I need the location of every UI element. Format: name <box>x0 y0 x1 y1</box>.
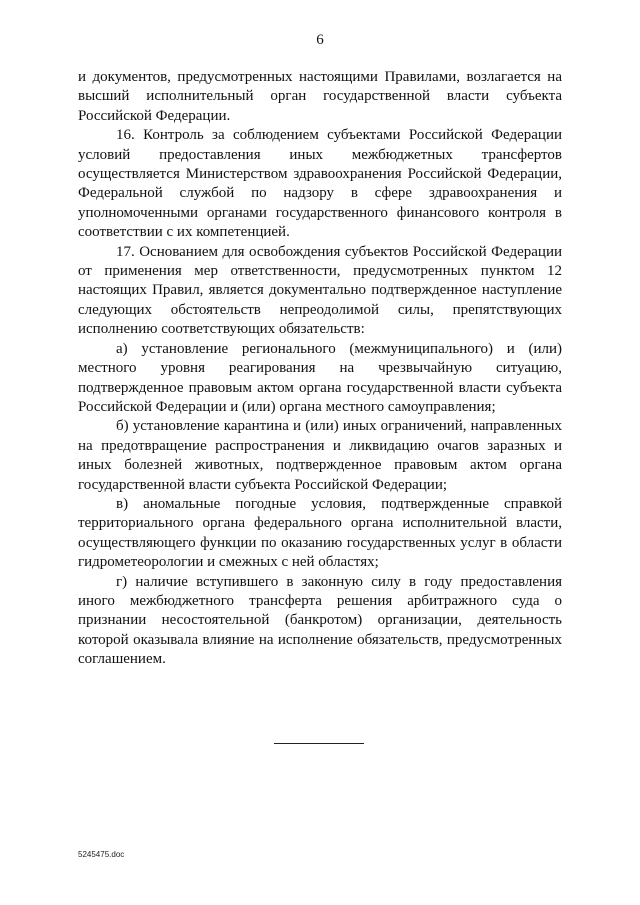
paragraph-continuation: и документов, предусмотренных настоящими Правилами, возлагается на высший исполнительный орган государственной власти субъекта Российской Федерации. <box>78 69 562 124</box>
subparagraph-g: г) наличие вступившего в законную силу в году предоставления иного межбюджетного трансферта решения арбитражного суда о признании несостоятельной (банкротом) организации, деятельность которой оказывала влияние на исполнение обязательств, предусмотренных соглашением. <box>78 573 562 668</box>
end-of-document-rule <box>274 743 364 744</box>
subparagraph-v: в) аномальные погодные условия, подтвержденные справкой территориального органа федерального органа исполнительной власти, осуществляющего функции по оказанию государственных услуг в области гидрометеорологии и смежных с ней областях; <box>78 495 562 571</box>
document-file-id: 5245475.doc <box>78 850 125 859</box>
paragraph-item-17: 17. Основанием для освобождения субъектов Российской Федерации от применения мер ответственности, предусмотренных пунктом 12 настоящих Правил, является документально подтвержденное наступление следующих обстоятельств непреодолимой силы, препятствующих исполнению соответствующих обязательств: <box>78 243 562 338</box>
subparagraph-b: б) установление карантина и (или) иных ограничений, направленных на предотвращение распространения и ликвидацию очагов заразных и иных болезней животных, подтвержденное правовым актом органа государственной власти субъекта Российской Федерации; <box>78 418 562 493</box>
page-number: 6 <box>316 32 324 48</box>
subparagraph-a: а) установление регионального (межмуниципального) и (или) местного уровня реагирования на чрезвычайную ситуацию, подтвержденное правовым актом органа государственной власти субъекта Российской Федерации и (или) органа местного самоуправления; <box>78 340 562 415</box>
document-body <box>78 68 562 670</box>
paragraph-item-16: 16. Контроль за соблюдением субъектами Российской Федерации условий предоставления иных межбюджетных трансфертов осуществляется Министерством здравоохранения Российской Федерации, Федеральной службой по надзору в сфере здравоохранения и уполномоченными органами государственного финансового контроля в соответствии с их компетенцией. <box>78 127 562 241</box>
